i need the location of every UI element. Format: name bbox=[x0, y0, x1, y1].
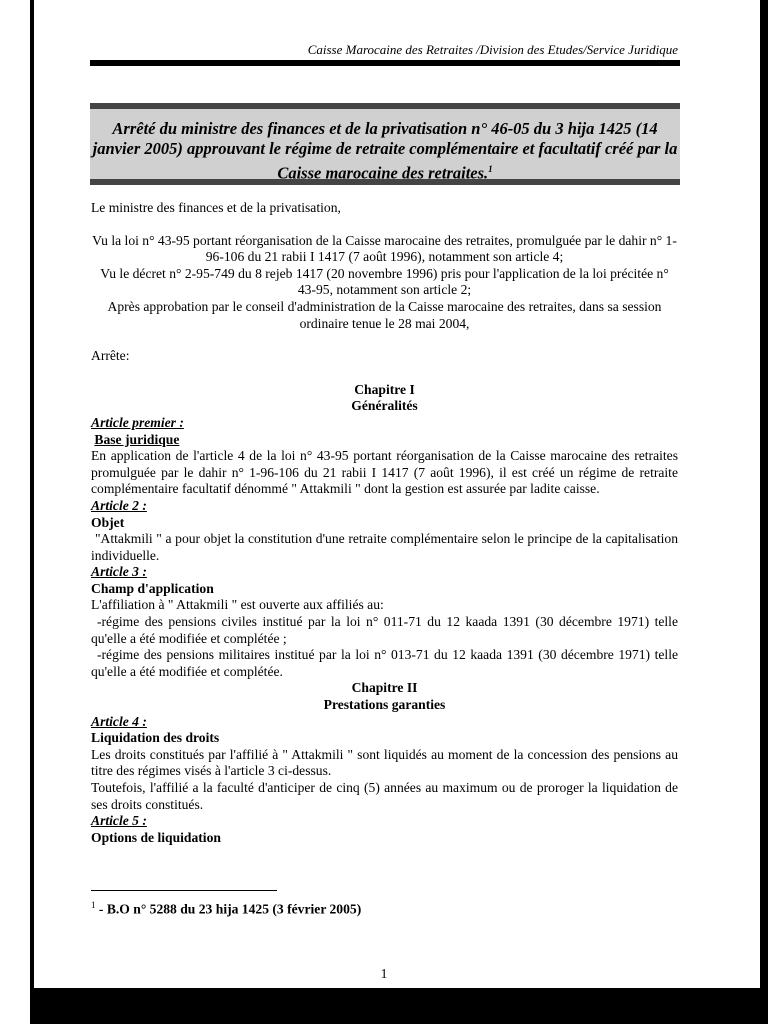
chapter2-label: Chapitre II bbox=[351, 680, 418, 696]
article3-item1: -régime des pensions civiles institué par la loi n° 011-71 du 12 kaada 1391 (30 décembre 1971) telle qu'elle a été modifiée et complétée ; bbox=[91, 614, 678, 646]
preamble-vu-decret: Vu le décret n° 2-95-749 du 8 rejeb 1417 (20 novembre 1996) pris pour l'application de la loi précitée n° 43-95, notamment son article 2; bbox=[100, 265, 669, 298]
article1-subtitle: Base juridique bbox=[94, 431, 180, 447]
document-body bbox=[91, 200, 678, 846]
article4-label: Article 4 : bbox=[91, 713, 147, 729]
article3-label: Article 3 : bbox=[91, 564, 147, 580]
article3-intro: L'affiliation à " Attakmili " est ouverte aux affiliés au: bbox=[91, 597, 384, 613]
header-rule bbox=[90, 60, 680, 66]
page-shadow-right bbox=[760, 0, 768, 1024]
article4-subtitle: Liquidation des droits bbox=[91, 730, 220, 746]
preamble-apres: Après approbation par le conseil d'administration de la Caisse marocaine des retraites, dans sa session ordinaire tenue le 28 mai 2004, bbox=[107, 298, 662, 331]
chapter1-label: Chapitre I bbox=[354, 381, 415, 397]
footnote bbox=[91, 900, 361, 918]
article5-label: Article 5 : bbox=[91, 813, 147, 829]
chapter2-title: Prestations garanties bbox=[323, 697, 446, 713]
article3-subtitle: Champ d'application bbox=[91, 580, 214, 596]
preamble-vu-loi: Vu la loi n° 43-95 portant réorganisation de la Caisse marocaine des retraites, promulguée par le dahir n° 1-96-106 du 21 rabii I 1417 (7 août 1996), notamment son article 4; bbox=[92, 232, 677, 265]
page-number: 1 bbox=[380, 966, 388, 981]
article5-subtitle: Options de liquidation bbox=[91, 829, 221, 845]
footnote-text: - B.O n° 5288 du 23 hija 1425 (3 février 2005) bbox=[95, 901, 362, 917]
title-footnote-mark: 1 bbox=[488, 164, 493, 174]
title-box bbox=[90, 103, 680, 185]
preamble-arrete: Arrête: bbox=[91, 348, 130, 364]
running-header: Caisse Marocaine des Retraites /Division des Etudes/Service Juridique bbox=[307, 42, 678, 57]
article2-text: "Attakmili " a pour objet la constitution d'une retraite complémentaire selon le principe de la capitalisation individuelle. bbox=[91, 531, 678, 563]
page-shadow-bottom bbox=[30, 988, 768, 1024]
article2-label: Article 2 : bbox=[91, 497, 147, 513]
article1-text: En application de l'article 4 de la loi n° 43-95 portant réorganisation de la Caisse marocaine des retraites promulguée par le dahir n° 1-96-106 du 21 rabii I 1417 (7 août 1996), il est créé un régime de retraite complémentaire facultatif dénommé " Attakmili " dont la gestion est assurée par ladite caisse. bbox=[91, 448, 678, 497]
footnote-mark: 1 bbox=[91, 900, 96, 910]
document-title: Arrêté du ministre des finances et de la privatisation n° 46-05 du 3 hija 1425 (14 janvier 2005) approuvant le régime de retraite complémentaire et facultatif créé par la Caisse marocaine des retraites. bbox=[92, 119, 678, 183]
chapter1-title: Généralités bbox=[351, 398, 418, 414]
article2-subtitle: Objet bbox=[91, 514, 125, 530]
page-shadow-left bbox=[30, 0, 34, 1024]
footnote-rule bbox=[91, 890, 277, 891]
article1-label: Article premier : bbox=[91, 414, 184, 430]
article3-item2: -régime des pensions militaires institué par la loi n° 013-71 du 12 kaada 1391 (30 décembre 1971) telle qu'elle a été modifiée et complétée. bbox=[91, 647, 678, 679]
preamble-minister: Le ministre des finances et de la privatisation, bbox=[91, 200, 341, 215]
article4-text2: Toutefois, l'affilié a la faculté d'anticiper de cinq (5) années au maximum ou de proroger la liquidation de ses droits constitués. bbox=[91, 780, 678, 812]
article4-text1: Les droits constitués par l'affilié à " Attakmili " sont liquidés au moment de la concession des pensions au titre des régimes visés à l'article 3 ci-dessus. bbox=[91, 746, 678, 779]
